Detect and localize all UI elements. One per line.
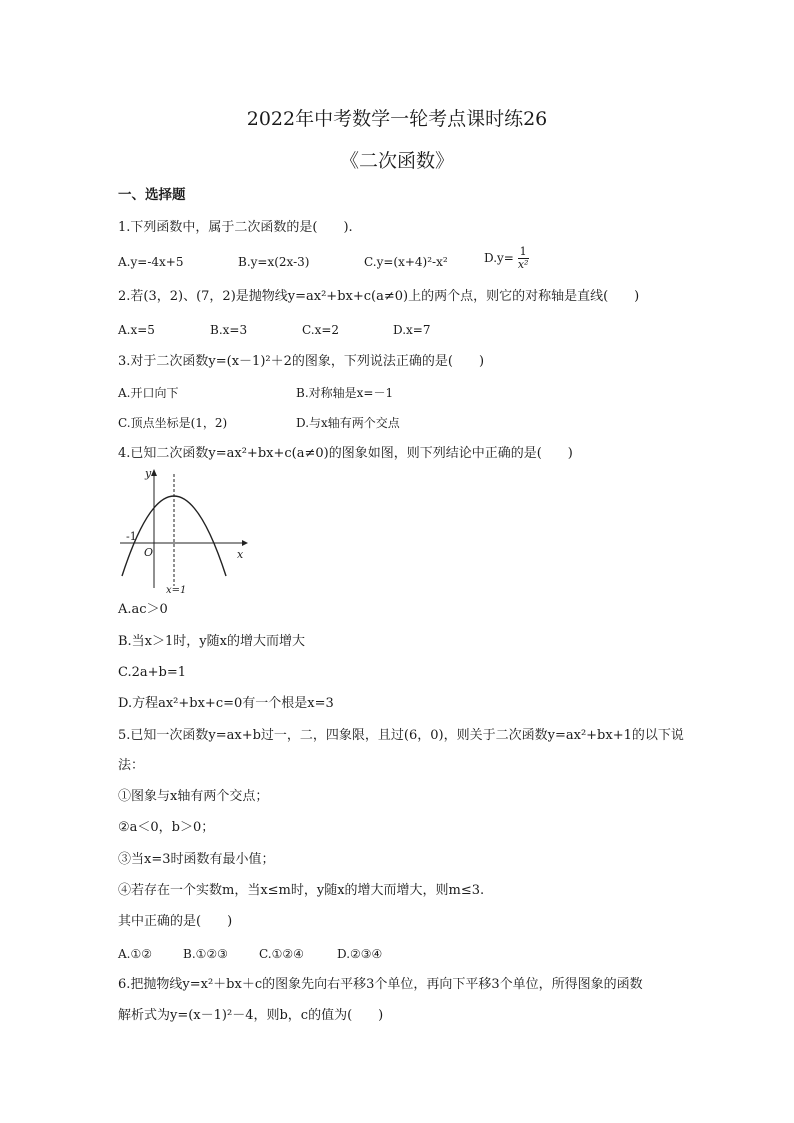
q3-option-c: C.顶点坐标是(1，2) [118, 416, 228, 430]
question-5-line-1: 5.已知一次函数y=ax+b过一，二，四象限，且过(6，0)，则关于二次函数y=ax²+bx+1的以下说 [118, 728, 684, 743]
question-6-line-2: 解析式为y=(x－1)²－4，则b，c的值为( ) [118, 1008, 384, 1023]
parabola-graph-svg [118, 466, 248, 594]
x-axis-arrow [242, 540, 248, 546]
page-title: 2022年中考数学一轮考点课时练26 [246, 108, 548, 130]
q1-option-d [484, 246, 530, 271]
y-axis-arrow [151, 469, 157, 476]
q1-option-b: B.y=x(2x-3) [238, 255, 310, 269]
q2-option-d: D.x=7 [393, 323, 431, 337]
page-subtitle: 《二次函数》 [339, 150, 454, 172]
parabola-graph [118, 466, 248, 594]
q1-option-d-prefix: D.y= [484, 251, 514, 265]
q2-option-a: A.x=5 [118, 323, 155, 337]
q5-option-d: D.②③④ [337, 947, 383, 961]
question-4: 4.已知二次函数y=ax²+bx+c(a≠0)的图象如图，则下列结论中正确的是( ) [118, 446, 573, 461]
question-5-line-2: 法： [118, 758, 145, 773]
q1-option-a: A.y=-4x+5 [118, 255, 184, 269]
q1-option-c: C.y=(x+4)²-x² [364, 255, 448, 269]
q5-prompt: 其中正确的是( ) [118, 914, 233, 929]
q4-option-b: B.当x＞1时，y随x的增大而增大 [118, 634, 305, 649]
q3-option-a: A.开口向下 [118, 386, 179, 400]
q4-option-c: C.2a+b=1 [118, 665, 187, 680]
section-heading: 一、选择题 [118, 187, 186, 203]
q5-statement-3: ③当x=3时函数有最小值； [118, 852, 275, 867]
q3-option-b: B.对称轴是x=－1 [296, 386, 394, 400]
q3-option-d: D.与x轴有两个交点 [296, 416, 400, 430]
x-axis-label: x [237, 548, 244, 561]
q5-statement-1: ①图象与x轴有两个交点； [118, 789, 269, 804]
root-label: -1 [126, 530, 137, 543]
q5-option-a: A.①② [118, 947, 152, 961]
symmetry-label: x=1 [166, 585, 187, 594]
q4-option-a: A.ac＞0 [118, 602, 168, 617]
fraction-denominator: x² [517, 258, 529, 271]
q4-option-d: D.方程ax²+bx+c=0有一个根是x=3 [118, 696, 334, 711]
q2-option-c: C.x=2 [302, 323, 340, 337]
q5-option-c: C.①②④ [259, 947, 304, 961]
question-2: 2.若(3，2)、(7，2)是抛物线y=ax²+bx+c(a≠0)上的两个点，则它的对称轴是直线( ) [118, 289, 640, 304]
question-3: 3.对于二次函数y=(x－1)²＋2的图象，下列说法正确的是( ) [118, 354, 485, 369]
question-1: 1.下列函数中，属于二次函数的是( ). [118, 220, 353, 235]
question-6-line-1: 6.把抛物线y=x²＋bx＋c的图象先向右平移3个单位，再向下平移3个单位，所得图象的函数 [118, 977, 643, 992]
fraction-numerator: 1 [519, 245, 527, 258]
q2-option-b: B.x=3 [210, 323, 248, 337]
origin-label: O [144, 546, 154, 559]
q1-option-d-fraction [516, 246, 531, 271]
q5-option-b: B.①②③ [183, 947, 228, 961]
q5-statement-2: ②a＜0，b＞0； [118, 820, 215, 835]
q5-statement-4: ④若存在一个实数m，当x≤m时，y随x的增大而增大，则m≤3. [118, 883, 485, 898]
y-axis-label: y [145, 467, 152, 480]
